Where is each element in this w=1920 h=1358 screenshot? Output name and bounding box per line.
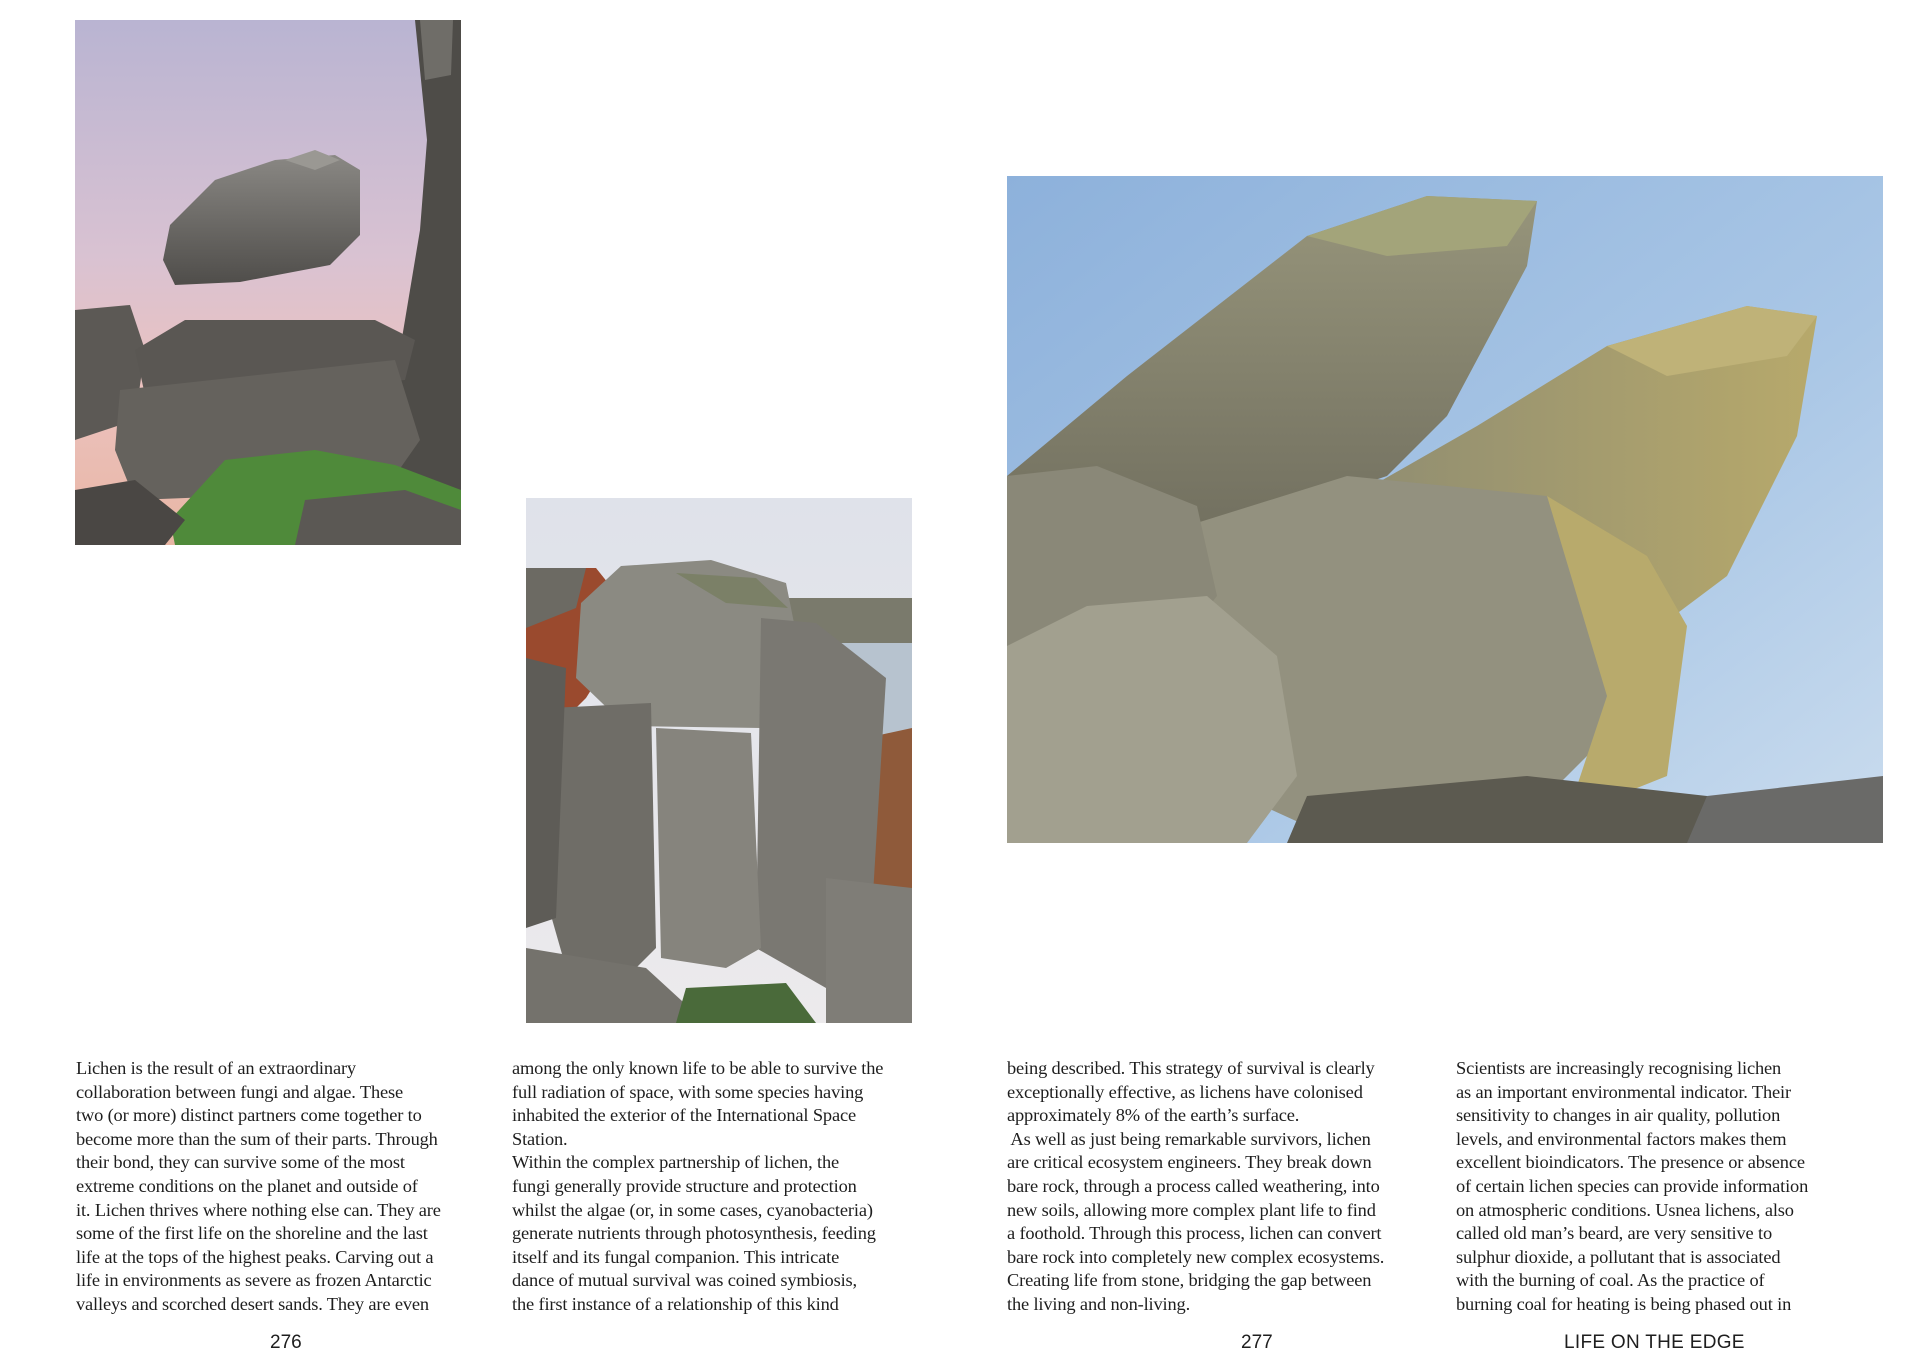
text-line: burning coal for heating is being phased out in [1456,1293,1792,1314]
text-line: itself and its fungal companion. This intricate [512,1246,840,1267]
stacked-blocks-illustration [526,498,912,1023]
text-line: bare rock into completely new complex ecosystems. [1007,1246,1385,1267]
text-line: dance of mutual survival was coined symbiosis, [512,1270,858,1291]
text-line: among the only known life to be able to survive the [512,1058,884,1078]
text-line: Lichen is the result of an extraordinary [76,1058,356,1078]
text-line: are critical ecosystem engineers. They break down [1007,1152,1372,1173]
text-line: become more than the sum of their parts. Through [76,1128,438,1149]
photo-lichen-outcrop [1007,176,1883,843]
text-line: Scientists are increasingly recognising lichen [1456,1058,1782,1078]
text-line: a foothold. Through this process, lichen can convert [1007,1223,1382,1244]
text-line: it. Lichen thrives where nothing else can. They are [76,1199,441,1220]
text-line: two (or more) distinct partners come together to [76,1105,422,1126]
text-line: excellent bioindicators. The presence or absence [1456,1152,1805,1173]
text-line: fungi generally provide structure and protection [512,1175,857,1196]
photo-balanced-boulder [75,20,461,545]
text-line: extreme conditions on the planet and outside of [76,1175,418,1196]
text-line: life at the tops of the highest peaks. Carving out a [76,1246,434,1267]
text-line: valleys and scorched desert sands. They are even [76,1293,429,1314]
body-column-2 [512,1057,883,1317]
body-column-1 [76,1057,441,1317]
page-number-left: 276 [270,1332,302,1353]
text-line: new soils, allowing more complex plant life to find [1007,1199,1376,1220]
text-line: with the burning of coal. As the practice of [1456,1270,1765,1291]
text-line: life in environments as severe as frozen Antarctic [76,1270,432,1291]
lichen-outcrop-illustration [1007,176,1883,843]
text-line: their bond, they can survive some of the most [76,1152,405,1173]
running-title: LIFE ON THE EDGE [1564,1332,1745,1353]
text-line: Creating life from stone, bridging the gap between [1007,1270,1372,1291]
text-line: inhabited the exterior of the International Space [512,1105,856,1126]
text-line: the first instance of a relationship of this kind [512,1293,839,1314]
text-line: the living and non-living. [1007,1293,1191,1314]
text-line: called old man’s beard, are very sensitive to [1456,1223,1772,1244]
text-line: whilst the algae (or, in some cases, cyanobacteria) [512,1199,873,1220]
text-line: being described. This strategy of survival is clearly [1007,1058,1375,1078]
text-line: some of the first life on the shoreline and the last [76,1223,428,1244]
text-line: sensitivity to changes in air quality, pollution [1456,1105,1781,1126]
text-line: bare rock, through a process called weathering, into [1007,1175,1380,1196]
text-line: Within the complex partnership of lichen, the [512,1152,840,1173]
text-line: of certain lichen species can provide information [1456,1175,1809,1196]
text-line: levels, and environmental factors makes them [1456,1128,1787,1149]
text-line: Station. [512,1128,568,1149]
photo-stacked-blocks [526,498,912,1023]
page-number-right: 277 [1241,1332,1273,1353]
text-line: generate nutrients through photosynthesis, feeding [512,1223,876,1244]
text-line: as an important environmental indicator. Their [1456,1081,1791,1102]
text-line: full radiation of space, with some species having [512,1081,864,1102]
text-line: As well as just being remarkable survivors, lichen [1007,1128,1371,1149]
text-line: collaboration between fungi and algae. These [76,1081,404,1102]
text-line: approximately 8% of the earth’s surface. [1007,1105,1300,1126]
text-line: exceptionally effective, as lichens have colonised [1007,1081,1363,1102]
text-line: sulphur dioxide, a pollutant that is associated [1456,1246,1781,1267]
body-column-4 [1456,1057,1808,1317]
text-line: on atmospheric conditions. Usnea lichens, also [1456,1199,1794,1220]
boulder-dusk-illustration [75,20,461,545]
body-column-3 [1007,1057,1384,1317]
